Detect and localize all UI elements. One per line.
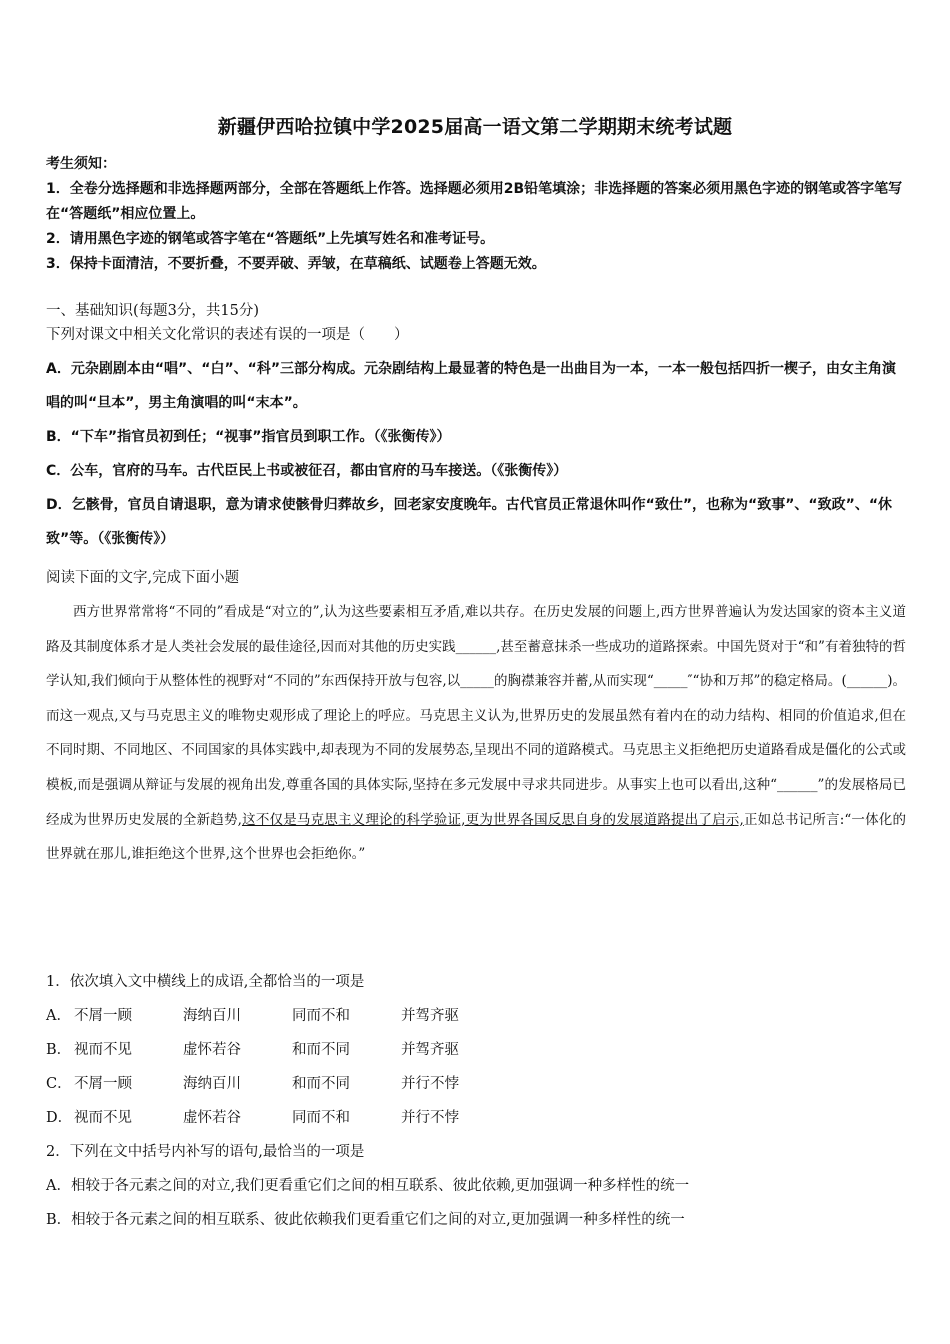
question-1 (46, 965, 908, 1135)
q1-option-d: D． 视而不见 虚怀若谷 同而不和 并行不悖 (46, 1110, 459, 1126)
notice-item-2: 2．请用黑色字迹的钢笔或答字笔在“答题纸”上先填写姓名和准考证号。 (46, 231, 495, 247)
option-d: D．乞骸骨，官员自请退职，意为请求使骸骨归葬故乡，回老家安度晚年。古代官员正常退休叫作“致仕”，也称为“致事”、“致政”、“休致”等。（《张衡传》） (46, 497, 893, 547)
section-basic-knowledge (46, 300, 908, 346)
reading-instruction: 阅读下面的文字,完成下面小题 (46, 570, 240, 586)
notice-heading: 考生须知： (46, 156, 116, 172)
option-b: B．“下车”指官员初到任；“视事”指官员到职工作。（《张衡传》） (46, 429, 451, 445)
section-options (46, 352, 908, 556)
passage-part-1: 西方世界常常将“不同的”看成是“对立的”,认为这些要素相互矛盾,难以共存。在历史发展的问题上,西方世界普遍认为发达国家的资本主义道路及其制度体系才是人类社会发展的最佳途径,因而对其他的历史实践______,甚至蓄意抹杀一些成功的道路探索。中国先贤对于“和”有着独特的哲学认知,我们倾向于从整体性的视野对“不同的”东西保持开放与包容,以_____的胸襟兼容并蓄,从而实现“_____″“协和万邦”的稳定格局。(______)。而这一观点,又与马克思主义的唯物史观形成了理论上的呼应。马克思主义认为,世界历史的发展虽然有着内在的动力结构、相同的价值追求,但在不同时期、不同地区、不同国家的具体实践中,却表现为不同的发展势态,呈现出不同的道路模式。马克思主义拒绝把历史道路看成是僵化的公式或模板,而是强调从辩证与发展的视角出发,尊重各国的具体实际,坚持在多元发展中寻求共同进步。从事实上也可以看出,这种“______”的发展格局已经成为世界历史发展的全新趋势, (46, 604, 906, 828)
option-c: C．公车，官府的马车。古代臣民上书或被征召，都由官府的马车接送。（《张衡传》） (46, 463, 568, 479)
question-2 (46, 1135, 908, 1237)
q2-option-b: B．相较于各元素之间的相互联系、彼此依赖我们更看重它们之间的对立,更加强调一种多样性的统一 (46, 1212, 685, 1228)
section-heading: 一、基础知识(每题3分，共15分) (46, 303, 259, 319)
exam-title: 新疆伊西哈拉镇中学2025届高一语文第二学期期末统考试题 (217, 116, 733, 138)
candidate-notice (46, 152, 908, 277)
q1-text: 1．依次填入文中横线上的成语,全都恰当的一项是 (46, 974, 365, 990)
q2-option-a: A．相较于各元素之间的对立,我们更看重它们之间的相互联系、彼此依赖,更加强调一种多样性的统一 (46, 1178, 690, 1194)
q2-text: 2．下列在文中括号内补写的语句,最恰当的一项是 (46, 1144, 365, 1160)
q1-option-c: C． 不屑一顾 海纳百川 和而不同 并行不悖 (46, 1076, 459, 1092)
reading-passage (46, 595, 906, 872)
reading-instruction-block (46, 567, 908, 589)
notice-item-1: 1．全卷分选择题和非选择题两部分，全部在答题纸上作答。选择题必须用2B铅笔填涂；非选择题的答案必须用黑色字迹的钢笔或答字笔写在“答题纸”相应位置上。 (46, 181, 903, 222)
q1-option-b: B． 视而不见 虚怀若谷 和而不同 并驾齐驱 (46, 1042, 459, 1058)
section-question: 下列对课文中相关文化常识的表述有误的一项是（ ） (46, 327, 409, 343)
notice-item-3: 3．保持卡面清洁，不要折叠，不要弄破、弄皱，在草稿纸、试题卷上答题无效。 (46, 256, 546, 272)
passage-underlined: 这不仅是马克思主义理论的科学验证,更为世界各国反思自身的发展道路提出了启示, (241, 811, 744, 828)
passage-part-2: 正如总书记所言:“一体化的世界就在那儿,谁拒绝这个世界,这个世界也会拒绝你。” (46, 811, 906, 863)
option-a: A．元杂剧剧本由“唱”、“白”、“科”三部分构成。元杂剧结构上最显著的特色是一出曲目为一本，一本一般包括四折一楔子，由女主角演唱的叫“旦本”，男主角演唱的叫“末本”。 (46, 361, 897, 411)
q1-option-a: A． 不屑一顾 海纳百川 同而不和 并驾齐驱 (46, 1008, 459, 1024)
